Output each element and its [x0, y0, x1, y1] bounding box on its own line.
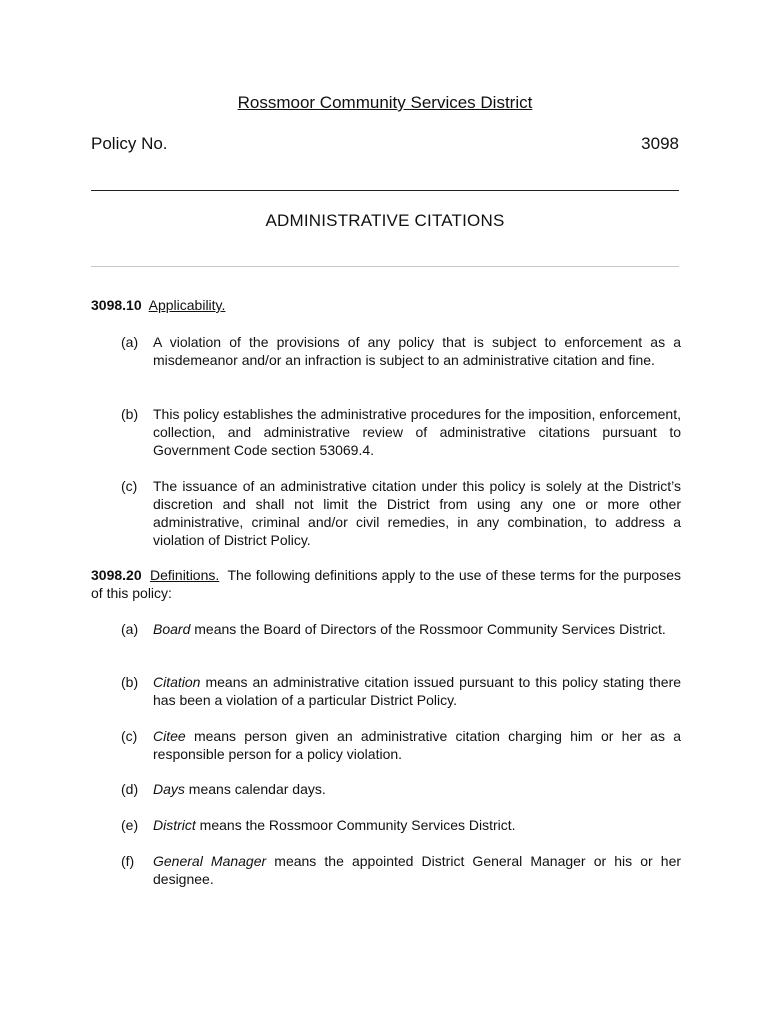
item-text: A violation of the provisions of any policy that is subject to enforcement as a misdemeanor and/or an infraction is subject to an administrative citation and fine.	[153, 334, 681, 368]
list-item	[121, 333, 681, 369]
document-title: ADMINISTRATIVE CITATIONS	[265, 211, 505, 230]
section-number: 3098.20	[91, 567, 142, 583]
definition-item	[121, 816, 681, 834]
item-label: (c)	[121, 478, 138, 494]
definition-item	[121, 852, 681, 888]
definition-text: means the Board of Directors of the Rossmoor Community Services District.	[194, 621, 666, 637]
item-text: This policy establishes the administrative procedures for the imposition, enforcement, collection, and administrative review of administrative citations pursuant to Government Code section 53069.4.	[153, 406, 681, 458]
policy-label: Policy No.	[91, 134, 168, 153]
defined-term: Board	[153, 621, 191, 637]
item-label: (c)	[121, 728, 138, 744]
item-text	[153, 852, 681, 888]
defined-term: District	[153, 817, 196, 833]
item-label: (a)	[121, 334, 139, 350]
defined-term: General Manager	[153, 853, 267, 869]
policy-number-row	[91, 134, 679, 154]
item-text	[153, 727, 681, 763]
section-title: Definitions.	[150, 567, 220, 583]
defined-term: Days	[153, 781, 185, 797]
item-label: (f)	[121, 853, 135, 869]
defined-term: Citation	[153, 674, 201, 690]
definition-item	[121, 727, 681, 763]
list-item	[121, 477, 681, 549]
definition-text: means an administrative citation issued pursuant to this policy stating there has been a violation of a particular District Policy.	[153, 674, 682, 708]
definition-item	[121, 673, 681, 709]
section-title: Applicability.	[148, 297, 226, 313]
defined-term: Citee	[153, 728, 186, 744]
item-label: (b)	[121, 406, 139, 422]
definition-item	[121, 620, 681, 638]
title-divider	[91, 266, 679, 267]
item-text: The issuance of an administrative citation under this policy is solely at the District’s discretion and shall not limit the District from using any one or more other administrative, criminal and/or civil remedies, in any combination, to address a violation of District Policy.	[153, 478, 681, 548]
item-label: (a)	[121, 621, 139, 637]
definition-text: means the Rossmoor Community Services District.	[199, 817, 516, 833]
definition-text: means person given an administrative citation charging him or her as a responsible person for a policy violation.	[153, 728, 682, 762]
item-label: (d)	[121, 781, 139, 797]
item-label: (e)	[121, 817, 139, 833]
district-name: Rossmoor Community Services District	[237, 93, 533, 112]
section-number: 3098.10	[91, 297, 142, 313]
item-text	[153, 620, 681, 638]
item-text	[153, 673, 681, 709]
item-text	[153, 816, 681, 834]
policy-number: 3098	[641, 134, 679, 153]
definition-item	[121, 780, 681, 798]
section-applicability-heading	[91, 296, 681, 314]
definition-text: means the appointed District General Manager or his or her designee.	[153, 853, 682, 887]
list-item	[121, 405, 681, 459]
header-divider	[91, 190, 679, 191]
item-label: (b)	[121, 674, 139, 690]
section-intro: The following definitions apply to the use of these terms for the purposes of this policy:	[91, 567, 681, 601]
section-definitions-heading	[91, 566, 681, 602]
item-text	[153, 780, 681, 798]
definition-text: means calendar days.	[188, 781, 326, 797]
